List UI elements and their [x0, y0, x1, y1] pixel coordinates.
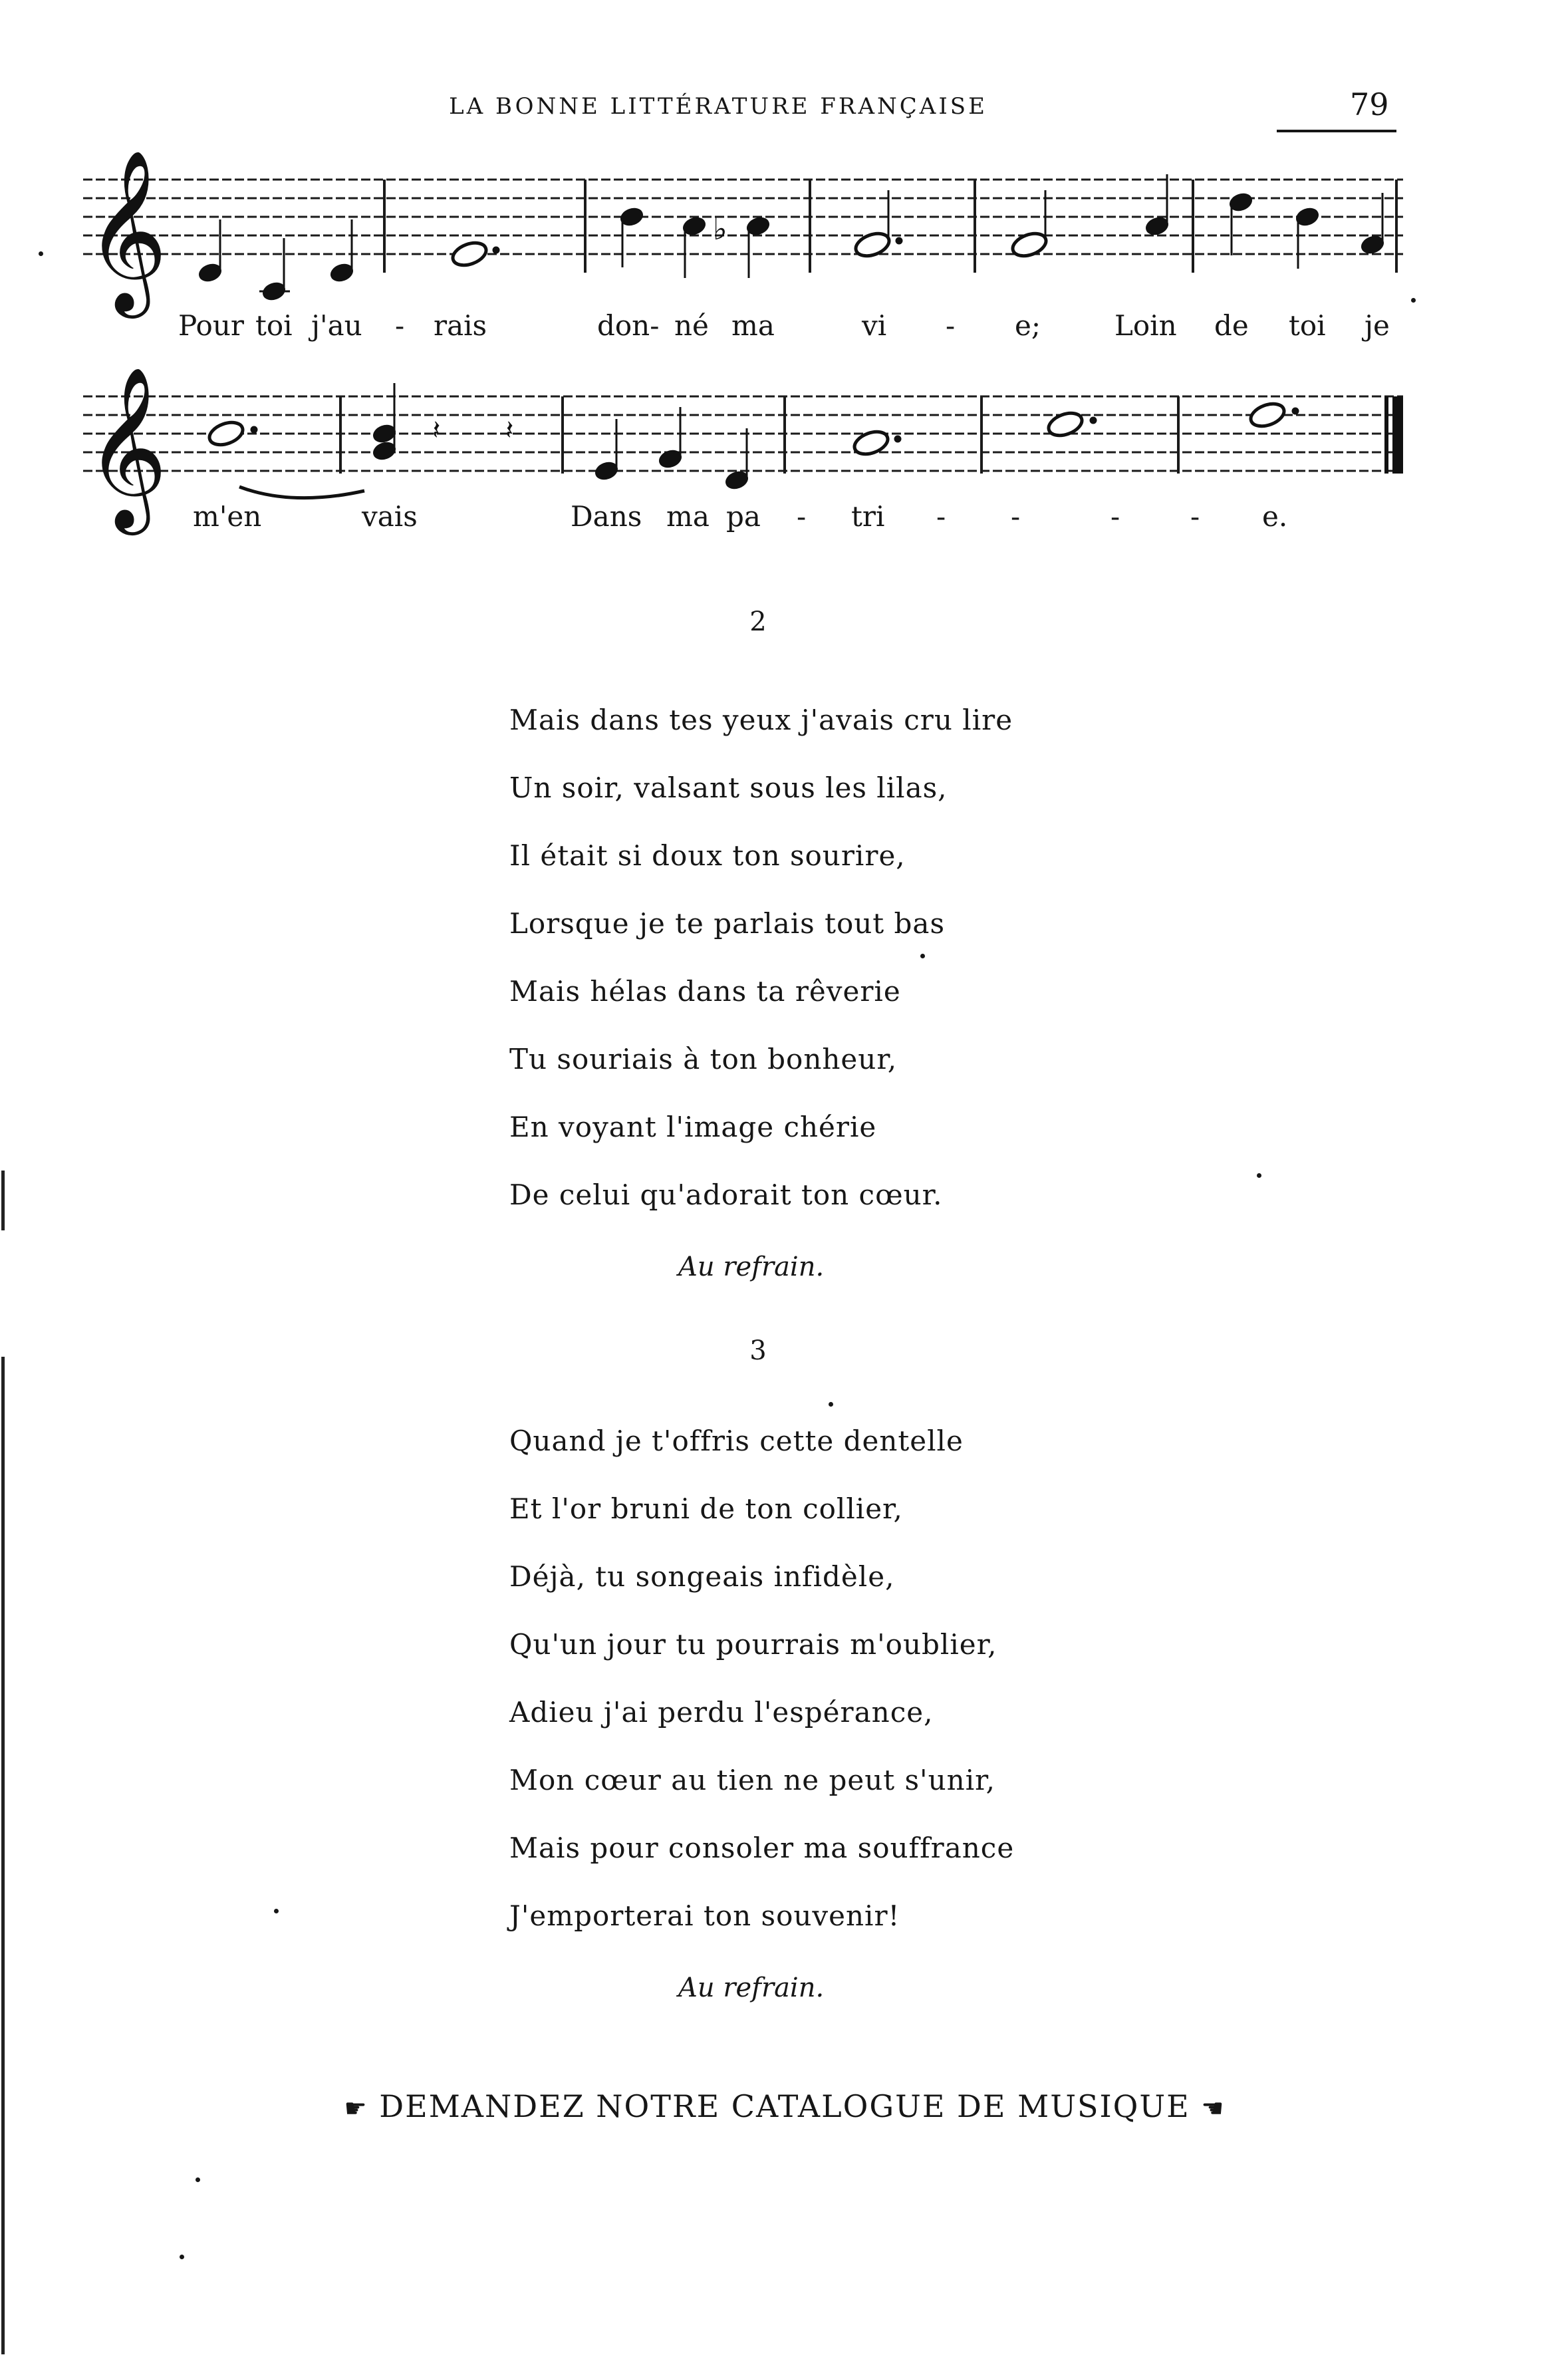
print-speck: [829, 1402, 833, 1407]
verse-line: De celui qu'adorait ton cœur.: [509, 1179, 943, 1211]
verse-line: Un soir, valsant sous les lilas,: [509, 771, 948, 804]
svg-text:𝄽: 𝄽: [432, 415, 441, 446]
lyric-syllable: -: [1011, 500, 1021, 533]
lyric-syllable: vi: [862, 309, 887, 342]
verse-line: Qu'un jour tu pourrais m'oublier,: [509, 1628, 997, 1661]
stanza-number: 2: [749, 607, 767, 637]
verse-line: Mais dans tes yeux j'avais cru lire: [509, 704, 1013, 736]
lyric-syllable: -: [1111, 500, 1120, 533]
notes-system-1: [197, 174, 1386, 303]
verse-line: J'emporterai ton souvenir!: [509, 1899, 900, 1932]
page-number: 79: [1350, 86, 1389, 122]
lyric-syllable: pa: [726, 500, 761, 533]
lyric-syllable: Dans: [571, 500, 642, 533]
lyric-syllable: e.: [1262, 500, 1288, 533]
stanza-number: 3: [749, 1335, 767, 1366]
verse-line: Mais pour consoler ma souffrance: [509, 1832, 1015, 1864]
catalogue-banner: [306, 2088, 1263, 2124]
print-speck: [39, 251, 43, 256]
lyric-syllable: tri: [851, 500, 885, 533]
lyric-syllable: toi: [255, 309, 293, 342]
verse-line: Il était si doux ton sourire,: [509, 839, 906, 872]
lyric-syllable: -: [946, 309, 956, 342]
treble-clef-icon: 𝄞: [85, 148, 168, 311]
verse-line: Lorsque je te parlais tout bas: [509, 907, 945, 940]
lyric-syllable: toi: [1289, 309, 1326, 342]
music-score: [0, 0, 1568, 545]
lyric-syllable: j'au: [311, 309, 362, 342]
margin-mark: [1, 1357, 5, 2354]
refrain-note: Au refrain.: [678, 1252, 825, 1282]
margin-mark: [1, 1171, 5, 1230]
lyric-syllable: -: [797, 500, 807, 533]
lyric-syllable: don-: [597, 309, 660, 342]
lyric-syllable: ma: [666, 500, 710, 533]
verse-line: Et l'or bruni de ton collier,: [509, 1492, 903, 1525]
staff-system-2: [83, 396, 1403, 471]
verse-line: Adieu j'ai perdu l'espérance,: [509, 1696, 934, 1729]
verse-line: Déjà, tu songeais infidèle,: [509, 1560, 895, 1593]
svg-text:♭: ♭: [713, 211, 727, 247]
treble-clef-icon: 𝄞: [85, 365, 168, 528]
lyric-syllable: e;: [1015, 309, 1041, 342]
final-barline: [1392, 396, 1403, 474]
print-speck: [1411, 298, 1416, 303]
running-header: LA BONNE LITTÉRATURE FRANÇAISE: [449, 93, 987, 120]
lyric-syllable: -: [936, 500, 946, 533]
lyric-syllable: Pour: [178, 309, 244, 342]
staff-system-1: [83, 180, 1403, 254]
lyric-syllable: je: [1365, 309, 1390, 342]
catalogue-banner-text: DEMANDEZ NOTRE CATALOGUE DE MUSIQUE: [379, 2088, 1190, 2124]
fist-ornament-icon: ☛: [344, 2094, 368, 2123]
lyric-syllable: né: [674, 309, 709, 342]
lyric-syllable: vais: [362, 500, 418, 533]
verse-line: En voyant l'image chérie: [509, 1111, 877, 1143]
print-speck: [274, 1909, 279, 1913]
refrain-note: Au refrain.: [678, 1973, 825, 2003]
verse-line: Mais hélas dans ta rêverie: [509, 975, 901, 1008]
verse-line: Mon cœur au tien ne peut s'unir,: [509, 1764, 995, 1796]
lyric-syllable: -: [1190, 500, 1200, 533]
print-speck: [196, 2177, 200, 2182]
verse-line: Tu souriais à ton bonheur,: [509, 1043, 898, 1075]
lyric-syllable: -: [395, 309, 405, 342]
lyric-syllable: de: [1214, 309, 1249, 342]
lyric-syllable: ma: [731, 309, 775, 342]
lyric-syllable: m'en: [193, 500, 262, 533]
lyric-syllable: Loin: [1114, 309, 1177, 342]
lyric-syllable: rais: [434, 309, 487, 342]
print-speck: [920, 954, 925, 958]
fist-ornament-icon: ☚: [1201, 2094, 1226, 2123]
notes-system-2: [206, 383, 1299, 498]
print-speck: [180, 2255, 184, 2259]
verse-line: Quand je t'offris cette dentelle: [509, 1425, 964, 1457]
print-speck: [1257, 1173, 1261, 1178]
svg-text:𝄽: 𝄽: [505, 415, 514, 446]
